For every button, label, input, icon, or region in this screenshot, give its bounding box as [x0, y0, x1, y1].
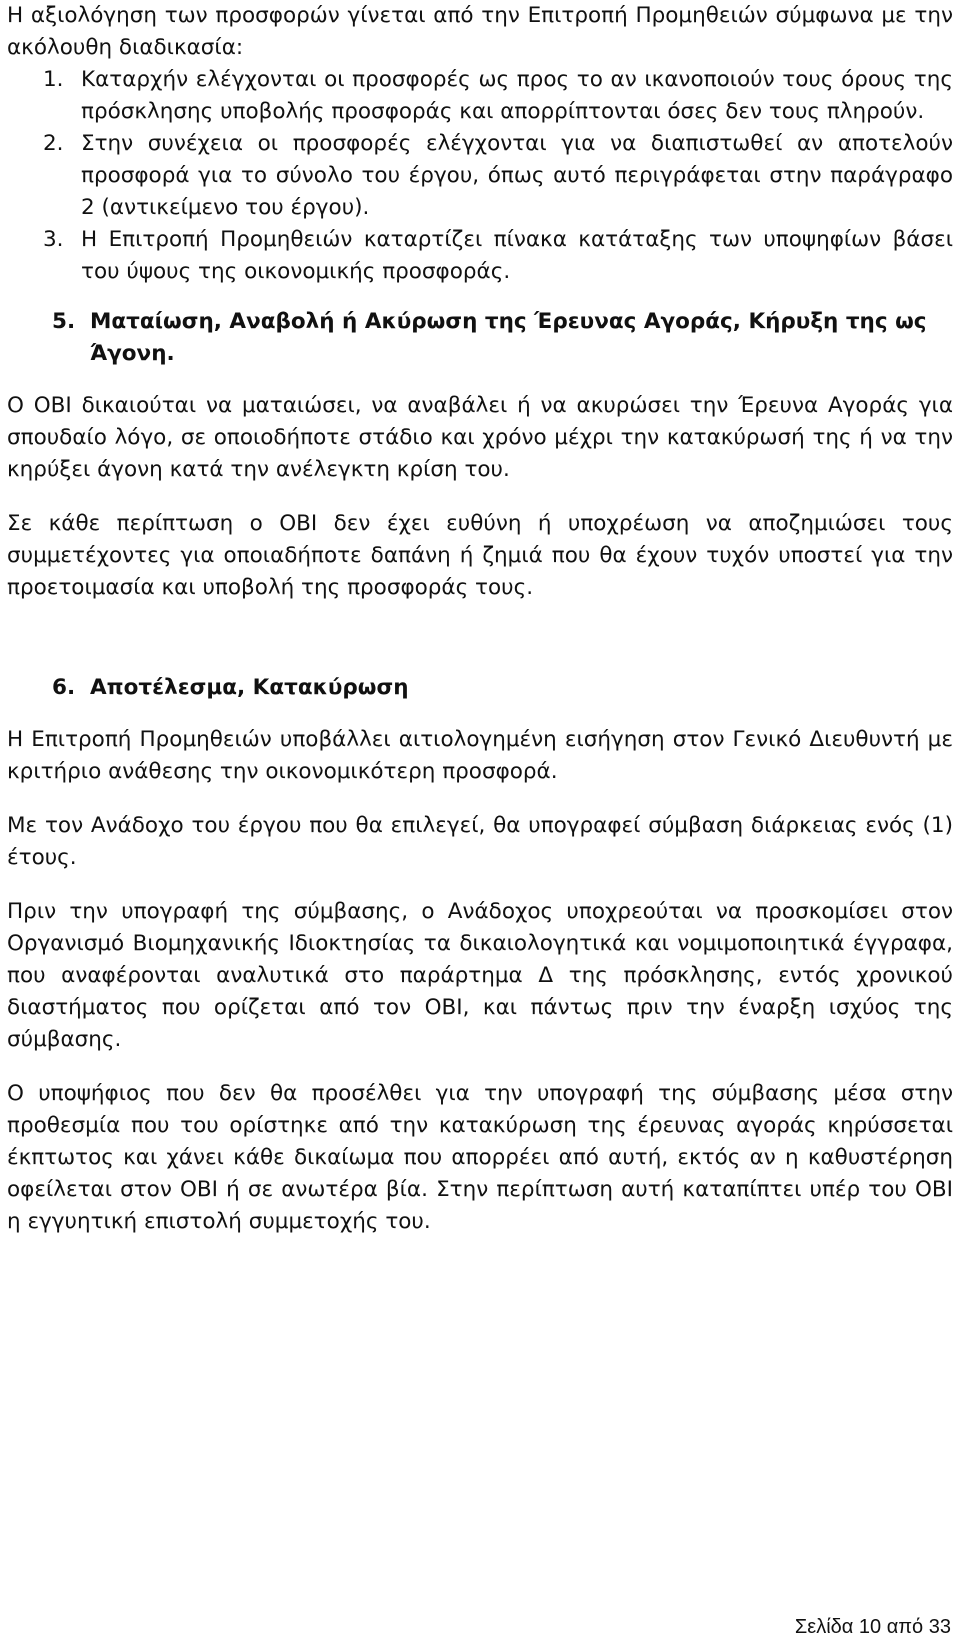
- section-6-paragraph-2: Με τον Ανάδοχο του έργου που θα επιλεγεί, θα υπογραφεί σύμβαση διάρκειας ενός (1) έτους.: [7, 813, 953, 870]
- section-5-paragraph-2: Σε κάθε περίπτωση ο ΟΒΙ δεν έχει ευθύνη ή υποχρέωση να αποζημιώσει τους συμμετέχοντες για οποιαδήποτε δαπάνη ή ζημιά που θα έχουν τυχόν υποστεί για την προετοιμασία και υποβολή της προσφοράς τους.: [7, 511, 953, 600]
- evaluation-steps-list: [7, 64, 953, 288]
- document-page: [7, 0, 953, 1238]
- list-item: [7, 64, 953, 128]
- page-number: Σελίδα 10 από 33: [794, 1616, 951, 1638]
- list-item: [7, 224, 953, 288]
- intro-paragraph: Η αξιολόγηση των προσφορών γίνεται από την Επιτροπή Προμηθειών σύμφωνα με την ακόλουθη διαδικασία:: [7, 3, 953, 60]
- section-5-paragraph-1: Ο ΟΒΙ δικαιούται να ματαιώσει, να αναβάλει ή να ακυρώσει την Έρευνα Αγοράς για σπουδαίο λόγο, σε οποιοδήποτε στάδιο και χρόνο μέχρι την κατακύρωσή της ή να την κηρύξει άγονη κατά την ανέλεγκτη κρίση του.: [7, 393, 953, 482]
- section-5-heading: [52, 306, 953, 370]
- section-number: 6.: [52, 675, 76, 700]
- list-item: [7, 128, 953, 224]
- section-title: Ματαίωση, Αναβολή ή Ακύρωση της Έρευνας Αγοράς, Κήρυξη της ως Άγονη.: [90, 309, 927, 366]
- section-6-paragraph-1: Η Επιτροπή Προμηθειών υποβάλλει αιτιολογημένη εισήγηση στον Γενικό Διευθυντή με κριτήριο ανάθεσης την οικονομικότερη προσφορά.: [7, 727, 953, 784]
- section-title: Αποτέλεσμα, Κατακύρωση: [90, 675, 409, 700]
- list-item-number: 2.: [43, 131, 64, 156]
- list-item-text: Καταρχήν ελέγχονται οι προσφορές ως προς το αν ικανοποιούν τους όρους της πρόσκλησης υποβολής προσφοράς και απορρίπτονται όσες δεν τους πληρούν.: [81, 67, 953, 124]
- list-item-text: Στην συνέχεια οι προσφορές ελέγχονται για να διαπιστωθεί αν αποτελούν προσφορά για το σύνολο του έργου, όπως αυτό περιγράφεται στην παράγραφο 2 (αντικείμενο του έργου).: [81, 131, 953, 220]
- list-item-number: 1.: [43, 67, 64, 92]
- list-item-number: 3.: [43, 227, 64, 252]
- section-6-paragraph-3: Πριν την υπογραφή της σύμβασης, ο Ανάδοχος υποχρεούται να προσκομίσει στον Οργανισμό Βιομηχανικής Ιδιοκτησίας τα δικαιολογητικά και νομιμοποιητικά έγγραφα, που αναφέρονται αναλυτικά στο παράρτημα Δ της πρόσκλησης, εντός χρονικού διαστήματος που ορίζεται από τον ΟΒΙ, και πάντως πριν την έναρξη ισχύος της σύμβασης.: [7, 899, 953, 1052]
- section-6-heading: [52, 672, 953, 704]
- section-6-paragraph-4: Ο υποψήφιος που δεν θα προσέλθει για την υπογραφή της σύμβασης μέσα στην προθεσμία που του ορίστηκε από την κατακύρωση της έρευνας αγοράς κηρύσσεται έκπτωτος και χάνει κάθε δικαίωμα που απορρέει από αυτή, εκτός αν η καθυστέρηση οφείλεται στον ΟΒΙ ή σε ανωτέρα βία. Στην περίπτωση αυτή καταπίπτει υπέρ του ΟΒΙ η εγγυητική επιστολή συμμετοχής του.: [7, 1081, 953, 1234]
- section-number: 5.: [52, 309, 76, 334]
- list-item-text: Η Επιτροπή Προμηθειών καταρτίζει πίνακα κατάταξης των υποψηφίων βάσει του ύψους της οικονομικής προσφοράς.: [81, 227, 953, 284]
